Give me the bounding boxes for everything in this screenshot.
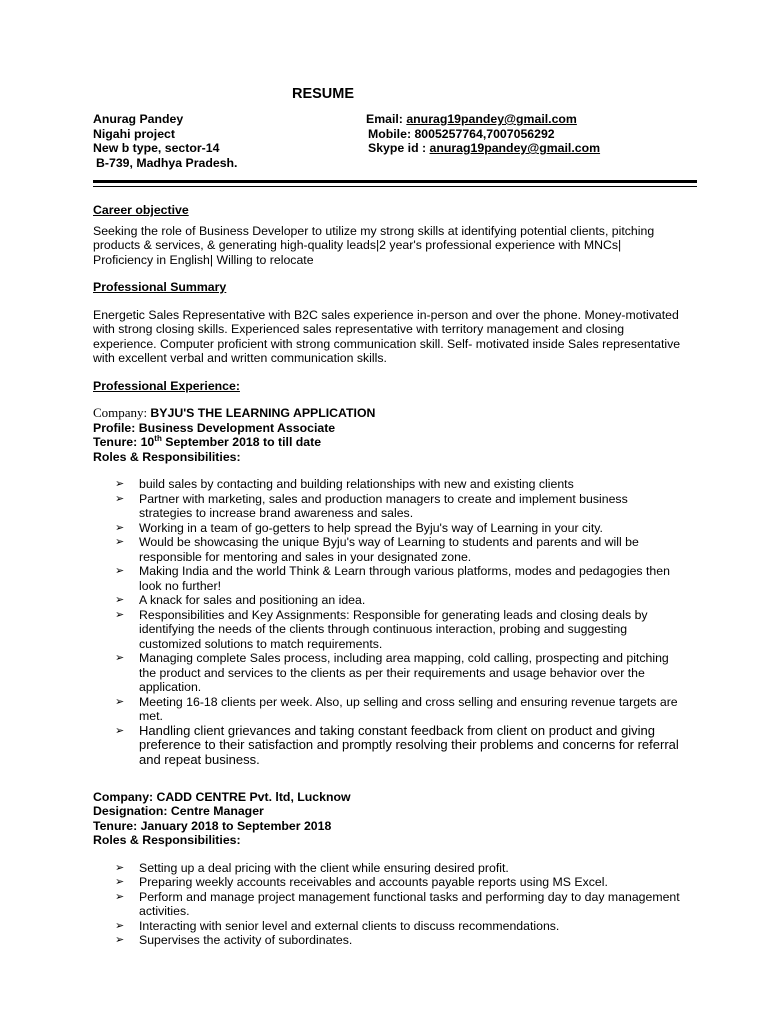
career-objective-heading: Career objective (93, 203, 189, 217)
header-divider-thin (93, 186, 697, 187)
bullet-text: Managing complete Sales process, including area mapping, cold calling, prospecting and pitching the product and services to the clients as per their requirements and usage behavior over the application. (139, 651, 669, 694)
list-item (93, 695, 683, 724)
job2-company: Company: CADD CENTRE Pvt. ltd, Lucknow (93, 789, 351, 804)
bullet-text: Meeting 16-18 clients per week. Also, up selling and cross selling and ensuring revenue targets are met. (139, 694, 678, 723)
professional-summary-heading: Professional Summary (93, 280, 227, 294)
email-label: Email: (366, 112, 407, 126)
list-item (93, 492, 683, 521)
arrow-bullet-icon: ➢ (115, 536, 125, 548)
bullet-text: Perform and manage project management functional tasks and performing day to day management activities. (139, 889, 680, 919)
list-item (93, 564, 683, 593)
professional-summary-text: Energetic Sales Representative with B2C sales experience in-person and over the phone. Money-motivated with strong closing skills. Experienced sales representative with territory management and closing experience. Computer proficient with strong communication skill. Self- motivated inside Sales representative with excellent verbal and written communication skills. (93, 307, 681, 365)
arrow-bullet-icon: ➢ (115, 521, 125, 534)
job1-bullet-list (93, 477, 683, 724)
list-item (93, 919, 683, 934)
company-label: Company: (93, 405, 151, 420)
skype-link[interactable]: anurag19pandey@gmail.com (429, 141, 601, 155)
mobile-value: 8005257764,7007056292 (414, 126, 555, 141)
arrow-bullet-icon: ➢ (115, 876, 125, 889)
list-item (93, 608, 683, 652)
job2-header (93, 790, 683, 848)
job2-designation: Designation: Centre Manager (93, 804, 264, 819)
arrow-bullet-icon: ➢ (115, 724, 125, 737)
mobile-row (366, 127, 600, 142)
tenure-ordinal: th (154, 433, 162, 443)
bullet-text: Interacting with senior level and external clients to discuss recommendations. (139, 918, 560, 933)
job1-bullet-list-continued (93, 724, 683, 768)
skype-row (366, 141, 600, 156)
bullet-text: Making India and the world Think & Learn through various platforms, modes and pedagogies then look no further! (139, 564, 670, 593)
job2-roles-heading: Roles & Responsibilities: (93, 833, 241, 848)
bullet-text: Partner with marketing, sales and production managers to create and implement business strategies to increase brand awareness and sales. (139, 491, 628, 520)
mobile-label: Mobile: (368, 126, 415, 141)
job1-profile: Profile: Business Development Associate (93, 420, 336, 435)
bullet-text: Handling client grievances and taking constant feedback from client on product and giving preference to their satisfaction and promptly resolving their problems and concerns for referral and repeat business. (139, 722, 679, 768)
bullet-text: Preparing weekly accounts receivables and accounts payable reports using MS Excel. (139, 875, 608, 890)
job1-company (93, 406, 683, 421)
bullet-text: Would be showcasing the unique Byju's way of Learning to students and parents and will be responsible for mentoring and sales in your designated zone. (139, 535, 639, 564)
address-line: B-739, Madhya Pradesh. (96, 155, 238, 170)
bullet-text: build sales by contacting and building relationships with new and existing clients (139, 477, 574, 491)
address-line: Nigahi project (93, 126, 175, 141)
skype-label: Skype id : (368, 141, 430, 155)
email-link[interactable]: anurag19pandey@gmail.com (406, 112, 577, 126)
list-item (93, 477, 683, 492)
arrow-bullet-icon: ➢ (115, 919, 125, 932)
arrow-bullet-icon: ➢ (115, 608, 125, 621)
list-item (93, 724, 683, 768)
job1-header (93, 406, 683, 464)
list-item (93, 875, 683, 890)
contact-details-block (366, 112, 600, 156)
list-item (93, 651, 683, 695)
list-item (93, 521, 683, 536)
contact-address-block (93, 112, 237, 170)
tenure-text-rest: September 2018 to till date (161, 435, 322, 449)
job1-roles-heading: Roles & Responsibilities: (93, 449, 241, 464)
arrow-bullet-icon: ➢ (115, 652, 125, 664)
list-item (93, 861, 683, 876)
list-item (93, 890, 683, 919)
arrow-bullet-icon: ➢ (115, 478, 125, 490)
bullet-text: Working in a team of go-getters to help spread the Byju's way of Learning in your city. (139, 520, 603, 535)
bullet-text: Responsibilities and Key Assignments: Responsible for generating leads and closing deals by identifying the needs of the clients through continuous interaction, probing and suggesting customized solutions to match requirements. (139, 607, 648, 651)
email-row (366, 112, 600, 127)
arrow-bullet-icon: ➢ (115, 934, 125, 947)
tenure-text: Tenure: 10 (93, 435, 155, 449)
header-divider-thick (93, 180, 697, 183)
job1-tenure (93, 435, 683, 450)
career-objective-text: Seeking the role of Business Developer to utilize my strong skills at identifying potential clients, pitching products & services, & generating high-quality leads|2 year's professional experience with MNCs| Proficiency in English| Willing to relocate (93, 223, 655, 267)
bullet-text: A knack for sales and positioning an idea. (139, 593, 366, 607)
arrow-bullet-icon: ➢ (115, 492, 125, 505)
company-name: BYJU'S THE LEARNING APPLICATION (150, 406, 376, 420)
arrow-bullet-icon: ➢ (115, 861, 125, 874)
arrow-bullet-icon: ➢ (115, 890, 125, 903)
resume-body (93, 203, 683, 948)
bullet-text: Setting up a deal pricing with the client while ensuring desired profit. (139, 860, 509, 875)
bullet-text: Supervises the activity of subordinates. (139, 933, 353, 948)
list-item (93, 933, 683, 948)
arrow-bullet-icon: ➢ (115, 695, 125, 708)
address-line: New b type, sector-14 (93, 141, 220, 155)
page-title: RESUME (291, 86, 355, 102)
list-item (93, 535, 683, 564)
professional-experience-heading: Professional Experience: (93, 378, 240, 393)
list-item (93, 593, 683, 608)
job2-bullet-list (93, 861, 683, 948)
job2-tenure: Tenure: January 2018 to September 2018 (93, 818, 332, 833)
arrow-bullet-icon: ➢ (115, 565, 125, 577)
arrow-bullet-icon: ➢ (115, 594, 125, 606)
candidate-name: Anurag Pandey (93, 112, 184, 126)
